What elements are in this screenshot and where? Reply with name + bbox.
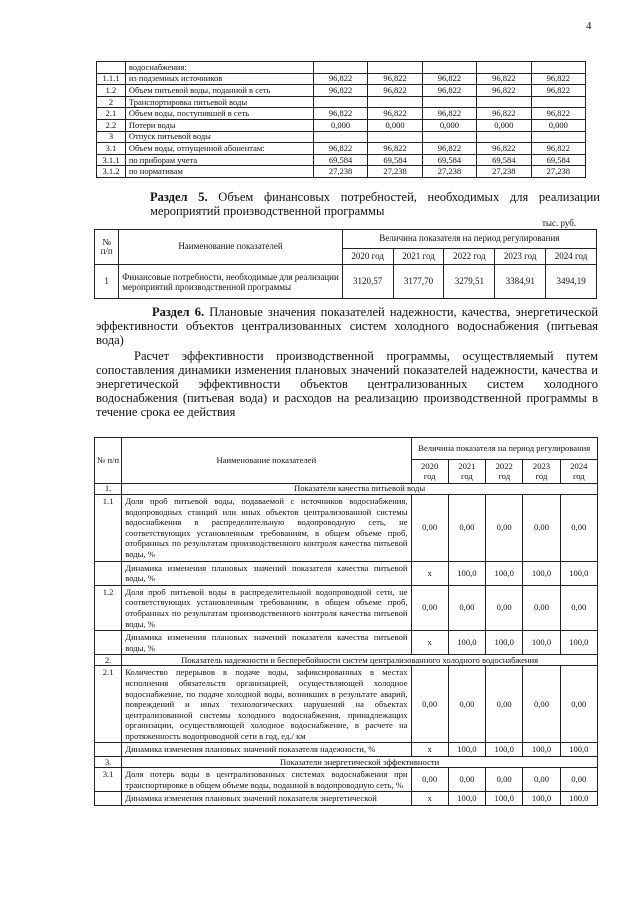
section6-heading [96, 305, 598, 347]
section-number: 1. [95, 484, 122, 495]
row-number: 1.2 [95, 585, 122, 630]
row-label: по приборам учета [125, 154, 313, 166]
value-cell [313, 96, 367, 108]
value-cell: 96,822 [313, 143, 367, 155]
value-cell: 0,000 [531, 119, 585, 131]
row-number: 3.1.2 [97, 166, 126, 178]
value-cell: 69,584 [477, 154, 531, 166]
value-cell: 96,822 [422, 108, 476, 120]
value-cell: 0,000 [313, 119, 367, 131]
value-cell: 3494,19 [546, 265, 597, 299]
section6-heading-text: Плановые значения показателей надежности, качества, энергетической эффективности объектов централизованных систем холодного водоснабжения (питьевая вода) [96, 305, 599, 347]
value-cell [477, 131, 531, 143]
value-cell: 27,238 [368, 166, 422, 178]
value-cell: 96,822 [422, 143, 476, 155]
table-row [97, 131, 586, 143]
value-cell: 100,0 [486, 792, 523, 806]
financial-needs-table [94, 229, 597, 299]
row-number: 2.1 [95, 666, 122, 743]
year-header: 2022 год [444, 249, 495, 265]
value-cell: 96,822 [477, 108, 531, 120]
section6-heading-bold: Раздел 6. [152, 305, 205, 319]
value-cell: x [411, 631, 448, 655]
value-cell: 96,822 [368, 85, 422, 97]
value-cell: 3177,70 [393, 265, 444, 299]
year-header: 2023 год [495, 249, 546, 265]
row-number: 3 [97, 131, 126, 143]
page-number: 4 [586, 20, 592, 32]
row-label: Доля проб питьевой воды в распределительной водопроводной сети, не соответствующих установленным требованиям, в общем объеме проб, отобранных по результатам производственного контроля качества питьевой воды, % [122, 585, 411, 630]
table-row [97, 143, 586, 155]
value-cell [368, 96, 422, 108]
col-name-header: Наименование показателей [119, 230, 342, 265]
section-title: Показатели энергетической эффективности [122, 757, 598, 768]
value-cell [368, 131, 422, 143]
year-header: 2024 год [560, 460, 597, 484]
value-cell: 96,822 [531, 73, 585, 85]
value-cell: 3120,57 [342, 265, 393, 299]
value-cell: 100,0 [486, 561, 523, 585]
value-cell: 100,0 [560, 561, 597, 585]
section5-heading-text: Объем финансовых потребностей, необходимых для реализации мероприятий производственной программы [150, 190, 600, 218]
year-header: 2021 год [393, 249, 444, 265]
value-cell: 100,0 [448, 631, 485, 655]
row-number: 2.1 [97, 108, 126, 120]
value-cell: 96,822 [368, 143, 422, 155]
value-cell: 0,00 [560, 768, 597, 792]
value-cell: 96,822 [422, 85, 476, 97]
value-cell: 100,0 [448, 743, 485, 757]
value-cell: 0,00 [448, 585, 485, 630]
value-cell: 96,822 [313, 85, 367, 97]
value-cell: 100,0 [448, 561, 485, 585]
value-cell: 0,00 [486, 585, 523, 630]
row-number [95, 792, 122, 806]
dynamics-label: Динамика изменения плановых значений показателя энергетической [122, 792, 411, 806]
value-cell [477, 62, 531, 74]
dynamics-label: Динамика изменения плановых значений показателя качества питьевой воды, % [122, 561, 411, 585]
row-label: водоснабжения: [125, 62, 313, 74]
row-label: из подземных источников [125, 73, 313, 85]
value-cell: 0,00 [486, 666, 523, 743]
row-label: Отпуск питьевой воды [125, 131, 313, 143]
row-number: 1.1 [95, 495, 122, 562]
value-cell: 0,00 [560, 495, 597, 562]
value-cell: x [411, 792, 448, 806]
value-cell: 0,00 [523, 585, 560, 630]
value-cell: 69,584 [313, 154, 367, 166]
section-title: Показатель надежности и бесперебойности систем централизованного холодного водоснабжения [122, 655, 598, 666]
value-cell: 96,822 [368, 108, 422, 120]
table-row [97, 119, 586, 131]
year-header: 2022 год [486, 460, 523, 484]
value-cell: 100,0 [523, 743, 560, 757]
dynamics-label: Динамика изменения плановых значений показателя надежности, % [122, 743, 411, 757]
value-cell: 0,000 [477, 119, 531, 131]
value-cell [422, 131, 476, 143]
row-label: Транспортировка питьевой воды [125, 96, 313, 108]
value-cell: 0,00 [560, 666, 597, 743]
value-cell: 69,584 [368, 154, 422, 166]
value-cell: 0,00 [448, 666, 485, 743]
row-label: по нормативам [125, 166, 313, 178]
value-cell: 96,822 [422, 73, 476, 85]
value-cell: 69,584 [422, 154, 476, 166]
value-cell: x [411, 561, 448, 585]
table-row [97, 166, 586, 178]
value-cell: 100,0 [523, 631, 560, 655]
table-row [97, 154, 586, 166]
value-cell: 96,822 [313, 108, 367, 120]
row-label: Количество перерывов в подаче воды, зафиксированных в местах исполнения обязательств организацией, осуществляющей холодное водоснабжение, по подаче холодной воды, возникших в результате аварий, повреждений и иных технологических нарушений на объектах централизованной системы холодного водоснабжения, принадлежащих организации, осуществляющей холодное водоснабжение, в расчете на протяженность водопроводной сети в год, ед./ км [122, 666, 411, 743]
section6-paragraph: Расчет эффективности производственной программы, осуществляемый путем сопоставления динамики изменения плановых значений показателей надежности, качества и энергетической эффективности объектов централизованных систем холодного водоснабжения (питьевая вода) и расходов на реализацию производственной программы в течение срока ее действия [96, 349, 598, 419]
row-number: 1.2 [97, 85, 126, 97]
year-header: 2023 год [523, 460, 560, 484]
table-row [97, 108, 586, 120]
value-cell: 0,00 [411, 585, 448, 630]
value-cell: 100,0 [523, 561, 560, 585]
col-name-header: Наименование показателей [122, 438, 411, 484]
year-header: 2021 год [448, 460, 485, 484]
row-number: 2 [97, 96, 126, 108]
value-cell: 3384,91 [495, 265, 546, 299]
row-number [95, 561, 122, 585]
value-cell: 96,822 [531, 143, 585, 155]
value-cell [422, 96, 476, 108]
row-number [95, 631, 122, 655]
value-cell: 0,00 [486, 768, 523, 792]
value-cell: 96,822 [477, 85, 531, 97]
row-number: 1 [95, 265, 119, 299]
value-cell: 100,0 [486, 743, 523, 757]
row-number: 3.1 [95, 768, 122, 792]
value-cell [422, 62, 476, 74]
value-cell: 69,584 [531, 154, 585, 166]
value-cell [531, 62, 585, 74]
row-number: 1.1.1 [97, 73, 126, 85]
value-cell: 0,00 [523, 768, 560, 792]
table-row [97, 96, 586, 108]
value-cell: 0,00 [411, 768, 448, 792]
value-cell: 0,00 [411, 495, 448, 562]
value-cell: 0,000 [422, 119, 476, 131]
year-header: 2020 год [411, 460, 448, 484]
row-number: 3.1 [97, 143, 126, 155]
value-cell: 0,000 [368, 119, 422, 131]
col-num-header: № п/п [95, 230, 119, 265]
year-header: 2020 год [342, 249, 393, 265]
section-number: 2. [95, 655, 122, 666]
water-volume-table [96, 61, 586, 178]
value-cell: 100,0 [448, 792, 485, 806]
section5-unit: тыс. руб. [542, 218, 577, 228]
value-cell: 96,822 [368, 73, 422, 85]
row-number [95, 743, 122, 757]
row-number: 2.2 [97, 119, 126, 131]
row-number [97, 62, 126, 74]
row-label: Объем питьевой воды, поданной в сеть [125, 85, 313, 97]
value-cell [313, 131, 367, 143]
value-cell: 3279,51 [444, 265, 495, 299]
col-period-header: Величина показателя на период регулирования [342, 230, 596, 249]
value-cell [368, 62, 422, 74]
row-number: 3.1.1 [97, 154, 126, 166]
row-label: Финансовые потребности, необходимые для реализации мероприятий производственной программы [119, 265, 342, 299]
value-cell: 27,238 [477, 166, 531, 178]
value-cell [477, 96, 531, 108]
row-label: Объем воды, поступившей в сеть [125, 108, 313, 120]
value-cell: 96,822 [531, 85, 585, 97]
value-cell: 100,0 [486, 631, 523, 655]
year-header: 2024 год [546, 249, 597, 265]
value-cell: 100,0 [560, 631, 597, 655]
row-label: Потери воды [125, 119, 313, 131]
dynamics-label: Динамика изменения плановых значений показателя качества питьевой воды, % [122, 631, 411, 655]
value-cell: 100,0 [560, 792, 597, 806]
section-title: Показатели качества питьевой воды [122, 484, 598, 495]
table-row [97, 62, 586, 74]
water-volume-table-body [97, 62, 586, 178]
value-cell: 96,822 [477, 143, 531, 155]
value-cell: 0,00 [486, 495, 523, 562]
row-label: Доля проб питьевой воды, подаваемой с источников водоснабжения, водопроводных станций или иных объектов централизованной системы водоснабжения в распределительную водопроводную сеть, не соответствующих установленным требованиям, в общем объеме проб, отобранных по результатам производственного контроля качества питьевой воды, % [122, 495, 411, 562]
value-cell: 100,0 [523, 792, 560, 806]
section-number: 3. [95, 757, 122, 768]
value-cell: 27,238 [531, 166, 585, 178]
value-cell [531, 96, 585, 108]
row-label: Объем воды, отпущенной абонентам: [125, 143, 313, 155]
value-cell: 96,822 [531, 108, 585, 120]
section5-heading-bold: Раздел 5. [150, 190, 208, 204]
value-cell: 0,00 [448, 768, 485, 792]
value-cell: 100,0 [560, 743, 597, 757]
value-cell: 27,238 [313, 166, 367, 178]
value-cell: 96,822 [477, 73, 531, 85]
value-cell: 0,00 [523, 666, 560, 743]
value-cell: 0,00 [523, 495, 560, 562]
section5-heading [150, 190, 600, 218]
value-cell: x [411, 743, 448, 757]
row-label: Доля потерь воды в централизованных системах водоснабжения при транспортировке в общем объеме воды, поданной в водопроводную сеть, % [122, 768, 411, 792]
value-cell: 0,00 [560, 585, 597, 630]
col-num-header: № п/п [95, 438, 122, 484]
value-cell: 0,00 [411, 666, 448, 743]
table-row [97, 85, 586, 97]
value-cell [531, 131, 585, 143]
indicators-table [94, 437, 598, 806]
col-period-header: Величина показателя на период регулирования [411, 438, 598, 460]
value-cell: 27,238 [422, 166, 476, 178]
value-cell: 96,822 [313, 73, 367, 85]
value-cell [313, 62, 367, 74]
value-cell: 0,00 [448, 495, 485, 562]
table-row [97, 73, 586, 85]
